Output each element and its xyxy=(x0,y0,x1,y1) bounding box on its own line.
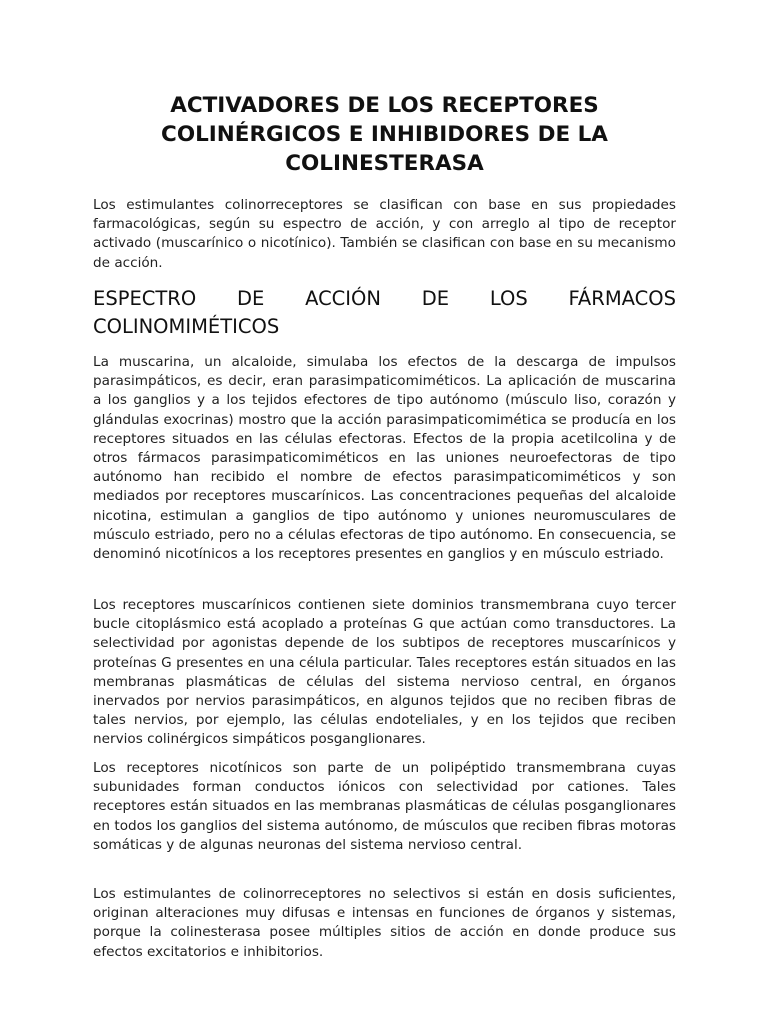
section-heading: ESPECTRO DE ACCIÓN DE LOS FÁRMACOS COLINOMIMÉTICOS xyxy=(93,287,676,338)
paragraph-muscarina: La muscarina, un alcaloide, simulaba los efectos de la descarga de impulsos parasimpáticos, es decir, eran parasimpaticomiméticos. La aplicación de muscarina a los ganglios y a los tejidos efectores de tipo autónomo (músculo liso, corazón y glándulas exocrinas) mostro que la acción parasimpaticomimética se producía en los receptores situados en las células efectoras. Efectos de la propia acetilcolina y de otros fármacos parasimpaticomiméticos en las uniones neuroefectoras de tipo autónomo han recibido el nombre de efectos parasimpaticomiméticos y son mediados por receptores muscarínicos. Las concentraciones pequeñas del alcaloide nicotina, estimulan a ganglios de tipo autónomo y uniones neuromusculares de músculo estriado, pero no a células efectoras de tipo autónomo. En consecuencia, se denominó nicotínicos a los receptores presentes en ganglios y en músculo estriado. xyxy=(93,354,676,563)
document-title: ACTIVADORES DE LOS RECEPTORES COLINÉRGICOS E INHIBIDORES DE LA COLINESTERASA xyxy=(161,93,608,176)
paragraph-receptores-muscarinicos: Los receptores muscarínicos contienen siete dominios transmembrana cuyo tercer bucle citoplásmico está acoplado a proteínas G que actúan como transductores. La selectividad por agonistas depende de los subtipos de receptores muscarínicos y proteínas G presentes en una célula particular. Tales receptores están situados en las membranas plasmáticas de células del sistema nervioso central, en órganos inervados por nervios parasimpáticos, en algunos tejidos que no reciben fibras de tales nervios, por ejemplo, las células endoteliales, y en los tejidos que reciben nervios colinérgicos simpáticos posganglionares. xyxy=(93,597,676,748)
paragraph-receptores-nicotinicos: Los receptores nicotínicos son parte de un polipéptido transmembrana cuyas subunidades forman conductos iónicos con selectividad por cationes. Tales receptores están situados en las membranas plasmáticas de células posganglionares en todos los ganglios del sistema autónomo, de músculos que reciben fibras motoras somáticas y de algunas neuronas del sistema nervioso central. xyxy=(93,760,676,853)
paragraph-estimulantes: Los estimulantes de colinorreceptores no selectivos si están en dosis suficientes, originan alteraciones muy difusas e intensas en funciones de órganos y sistemas, porque la colinesterasa posee múltiples sitios de acción en donde produce sus efectos excitatorios e inhibitorios. xyxy=(93,886,676,960)
intro-paragraph: Los estimulantes colinorreceptores se clasifican con base en sus propiedades farmacológicas, según su espectro de acción, y con arreglo al tipo de receptor activado (muscarínico o nicotínico). También se clasifican con base en su mecanismo de acción. xyxy=(93,197,676,271)
